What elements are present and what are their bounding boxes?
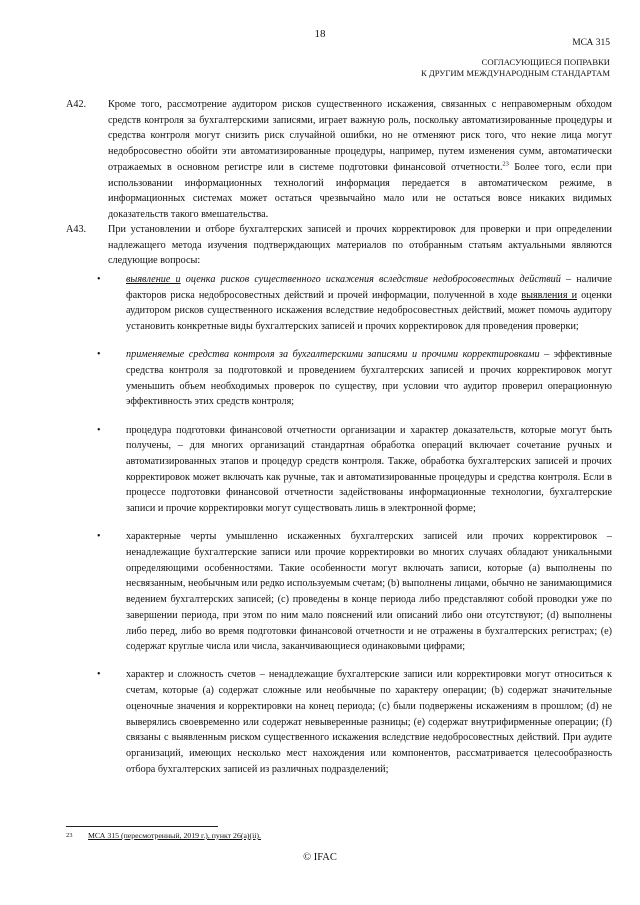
- bullet-item: [97, 347, 613, 410]
- bullet-icon: •: [97, 669, 101, 681]
- paragraph-label: A42.: [66, 99, 87, 110]
- bullet-lead: применяемые средства контроля за бухгалтерскими записями и прочими корректировками: [126, 349, 540, 361]
- bullet-list: [66, 272, 612, 790]
- footnote-reference[interactable]: 23: [502, 160, 509, 168]
- bullet-lead-underlined: выявление и: [126, 274, 181, 285]
- bullet-text: процедура подготовки финансовой отчетности организации и характер доказательств, которые могут быть получены, – для многих организаций стандартная обработка операций включает сочетание ручных и автоматизированных этапов и процедур средств контроля. Также, обработка бухгалтерских записей и прочих корректировок может включать как ручные, так и автоматизированные процедуры и средства контроля. Если в процессе подготовки финансовой отчетности задействованы информационные технологии, бухгалтерские записи и прочие корректировки могут существовать лишь в электронной форме;: [126, 424, 612, 515]
- bullet-icon: •: [97, 274, 101, 285]
- bullet-icon: •: [97, 349, 101, 361]
- bullet-item: [97, 667, 612, 777]
- bullet-icon: •: [97, 424, 101, 436]
- bullet-item: [97, 423, 612, 517]
- footnote-text[interactable]: МСА 315 (пересмотренный, 2019 г.), пункт 26(a)(ii).: [88, 831, 261, 840]
- bullet-text: оценки аудитором рисков существенного искажения вследствие недобросовестных действий, может помочь аудитору установить конкретные виды бухгалтерских записей и прочих корректировок для проведения проверки;: [126, 289, 613, 333]
- paragraph-text: [108, 97, 612, 223]
- bullet-item: [97, 529, 612, 655]
- bullet-text: характерные черты умышленно искаженных бухгалтерских записей или прочих корректировок – ненадлежащие бухгалтерские записи или прочие корректировки во многих случаях обладают уникальными определяющими особенностями. Такие особенности могут включать записи, которые (a) выполнены по несвязанным, необычным или редко используемым счетам; (b) выполнены лицами, обычно не занимающимися ведением бухгалтерских записей; (c) проведены в конце периода либо представляют собой проводки уже по завершении периода, при этом по ним мало пояснений или описаний либо они отсутствуют; (d) выполнены либо перед, либо во время подготовки финансовой отчетности и не отражены в бухгалтерских регистрах; (e) содержат круглые числа или числа, заканчивающиеся одинаковыми цифрами;: [126, 531, 612, 653]
- footnote-divider: [66, 826, 218, 827]
- running-header-line-2: К ДРУГИМ МЕЖДУНАРОДНЫМ СТАНДАРТАМ: [420, 68, 610, 78]
- bullet-lead: оценка рисков существенного искажения вследствие недобросовестных действий: [180, 274, 561, 285]
- bullet-text-underlined: выявления и: [521, 289, 578, 301]
- bullet-text: – эффективные средства контроля за подготовкой и проведением бухгалтерских записей и прочих корректировок могут уменьшить объем необходимых проверок по существу, при условии что аудитор проверил операционную эффективность этих средств контроля;: [126, 349, 613, 408]
- running-header: [421, 57, 610, 79]
- running-header-line-1: СОГЛАСУЮЩИЕСЯ ПОПРАВКИ: [481, 57, 610, 67]
- paragraph-a43: [66, 222, 612, 269]
- paragraph-a42: [66, 97, 612, 223]
- document-code: МСА 315: [572, 38, 610, 48]
- bullet-item: [97, 272, 613, 335]
- bullet-icon: •: [97, 531, 101, 543]
- paragraph-text-part: Более того, если при использовании информационных технологий информация передается в автоматическом режиме, в информационных системах может остаться чрезвычайно мало или не остаться вовсе никаких видимых доказательств такого вмешательства.: [108, 161, 613, 220]
- paragraph-text-part: Кроме того, рассмотрение аудитором рисков существенного искажения, связанных с неправомерным обходом средств контроля за бухгалтерскими записями, играет важную роль, поскольку автоматизированные процедуры и средства контроля могут снизить риск случайной ошибки, но не отменяют риск того, что некие лица могут недобросовестно обойти эти автоматизированные процедуры, например, путем изменения сумм, автоматически отражаемых в основном регистре или в системе подготовки финансовой отчетности.: [108, 99, 612, 173]
- footnote-number: 23: [66, 832, 73, 839]
- paragraph-text: При установлении и отборе бухгалтерских записей и прочих корректировок для проверки и при определении надлежащего метода изучения подтверждающих материалов по отобранным статьям актуальными являются следующие вопросы:: [108, 224, 612, 267]
- bullet-text: характер и сложность счетов – ненадлежащие бухгалтерские записи или корректировки могут относиться к счетам, которые (a) содержат сложные или необычные по характеру операции; (b) содержат значительные оценочные значения и корректировки на конец периода; (c) были подвержены искажениям в прошлом; (d) не выверялись своевременно или содержат невыверенные разницы; (e) содержат внутрифирменные операции; (f) связаны с выявленным риском существенного искажения вследствие недобросовестных действий. При аудите организаций, имеющих несколько мест нахождения или компонентов, рассматривается целесообразность отбора бухгалтерских записей из различных подразделений;: [126, 669, 612, 775]
- footer-copyright: © IFAC: [303, 852, 337, 863]
- page-number: 18: [314, 28, 326, 40]
- bullet-text: – наличие факторов риска недобросовестных действий и прочей информации, полученной в ходе: [126, 274, 612, 301]
- paragraph-label: A43.: [66, 224, 87, 235]
